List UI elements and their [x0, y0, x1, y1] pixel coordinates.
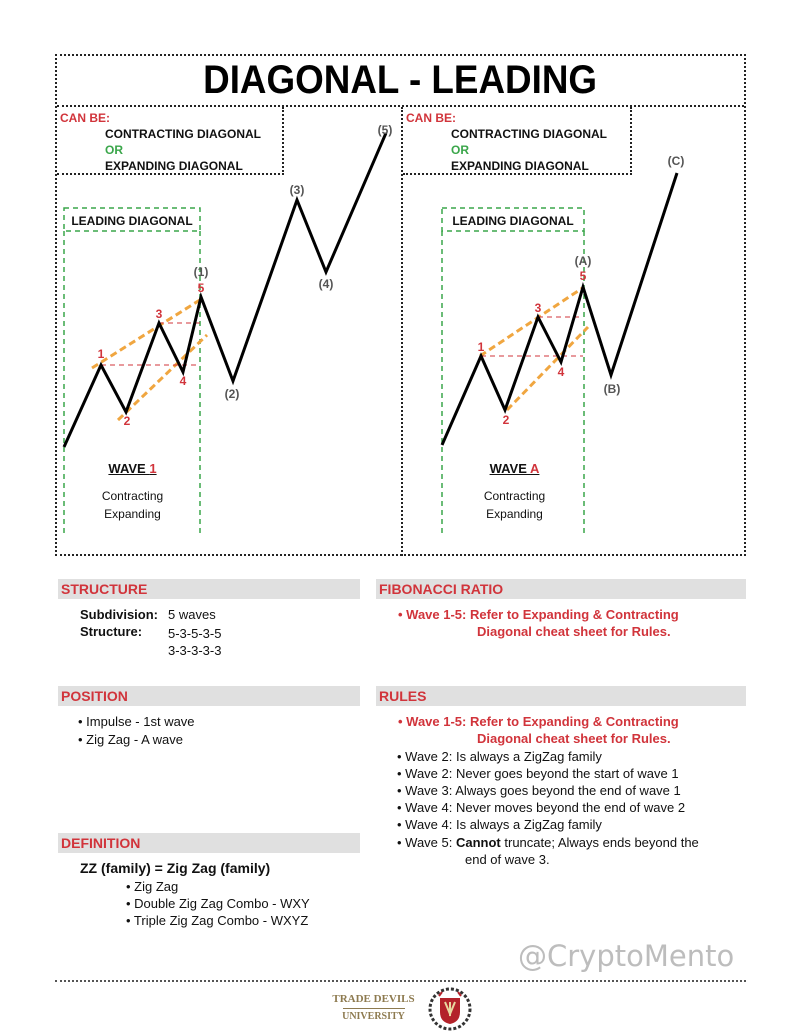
wave-label-outer-3: (3)	[289, 183, 305, 197]
watermark: @CryptoMento	[518, 939, 735, 973]
wave-label-outer-2: (2)	[224, 387, 240, 401]
logo-line-2: UNIVERSITY	[342, 1011, 405, 1022]
position-item-2: • Zig Zag - A wave	[78, 732, 183, 747]
wave-label-5: 5	[197, 281, 205, 295]
type-expanding: Expanding	[486, 507, 543, 521]
type-expanding: Expanding	[104, 507, 161, 521]
wave-label-outer-b: (B)	[603, 382, 621, 396]
can-be-label: CAN BE:	[406, 111, 456, 125]
wave-label-5: 5	[579, 269, 587, 283]
wave-label-outer-a: (A)	[574, 254, 592, 268]
wave-label-outer-4: (4)	[318, 277, 334, 291]
rule-item-2: • Wave 2: Never goes beyond the start of wave 1	[397, 766, 679, 781]
wave-label-1: 1	[477, 340, 485, 354]
wave-1-types	[80, 487, 185, 523]
definition-item-1: • Zig Zag	[126, 879, 179, 894]
logo-rule	[343, 1008, 405, 1009]
structure-label: Structure:	[80, 624, 143, 639]
definition-lead: ZZ (family) = Zig Zag (family)	[80, 860, 271, 876]
leading-diagonal-label-left: LEADING DIAGONAL	[71, 214, 193, 228]
rules-red-line-2: Diagonal cheat sheet for Rules.	[477, 731, 671, 746]
rule-item-3: • Wave 3: Always goes beyond the end of wave 1	[397, 783, 681, 798]
option-expanding: EXPANDING DIAGONAL	[451, 159, 589, 173]
wave-label-num: 1	[149, 461, 157, 476]
wave-label-3: 3	[534, 301, 542, 315]
type-contracting: Contracting	[483, 489, 546, 503]
definition-heading: DEFINITION	[58, 833, 360, 853]
position-item-1: • Impulse - 1st wave	[78, 714, 195, 729]
leading-diagonal-label-right: LEADING DIAGONAL	[452, 214, 574, 228]
wave-label-1: 1	[97, 347, 105, 361]
wave-label-4: 4	[557, 365, 565, 379]
definition-item-2: • Double Zig Zag Combo - WXY	[126, 896, 310, 911]
type-contracting: Contracting	[101, 489, 164, 503]
structure-value-2: 3-3-3-3-3	[168, 643, 222, 658]
rule-item-6	[397, 834, 699, 851]
fibonacci-line-2: Diagonal cheat sheet for Rules.	[477, 624, 671, 639]
rule-item-1: • Wave 2: Is always a ZigZag family	[397, 749, 602, 764]
fibonacci-line-1: • Wave 1-5: Refer to Expanding & Contracting	[398, 607, 679, 622]
wave-a-types	[462, 487, 567, 523]
rule-item-4: • Wave 4: Never moves beyond the end of wave 2	[397, 800, 686, 815]
definition-item-3: • Triple Zig Zag Combo - WXYZ	[126, 913, 309, 928]
structure-value-1: 5-3-5-3-5	[168, 626, 222, 641]
rule-rest: truncate; Always ends beyond the	[500, 835, 699, 850]
rule-prefix: • Wave 5:	[397, 835, 456, 850]
wave-label-2: 2	[502, 413, 510, 427]
position-heading: POSITION	[58, 686, 360, 706]
subdivision-label: Subdivision:	[80, 607, 158, 622]
wave-label-4: 4	[179, 374, 187, 388]
wave-label-text: WAVE	[489, 461, 531, 476]
rule-item-5: • Wave 4: Is always a ZigZag family	[397, 817, 602, 832]
wave-a-label	[462, 461, 567, 476]
wave-label-num: A	[530, 461, 540, 476]
wave-label-2: 2	[123, 414, 131, 428]
wave-label-3: 3	[155, 307, 163, 321]
page-title: DIAGONAL - LEADING	[203, 58, 598, 102]
option-or: OR	[105, 143, 123, 157]
wave-label-text: WAVE	[108, 461, 150, 476]
option-expanding: EXPANDING DIAGONAL	[105, 159, 243, 173]
structure-heading: STRUCTURE	[58, 579, 360, 599]
fibonacci-heading: FIBONACCI RATIO	[376, 579, 746, 599]
wave-label-outer-1: (1)	[193, 265, 209, 279]
can-be-label: CAN BE:	[60, 111, 110, 125]
wave-1-label	[80, 461, 185, 476]
rules-red-line-1: • Wave 1-5: Refer to Expanding & Contracting	[398, 714, 679, 729]
option-or: OR	[451, 143, 469, 157]
rules-heading: RULES	[376, 686, 746, 706]
subdivision-value: 5 waves	[168, 607, 216, 622]
logo-line-1: TRADE DEVILS	[332, 993, 415, 1005]
footer-divider	[55, 980, 746, 982]
rule-item-6-cont: end of wave 3.	[465, 852, 550, 867]
logo-crest-icon	[427, 986, 473, 1032]
channel-lines-left	[92, 298, 207, 420]
wave-label-outer-c: (C)	[667, 154, 685, 168]
option-contracting: CONTRACTING DIAGONAL	[451, 127, 607, 141]
wave-label-outer-5: (5)	[377, 123, 393, 137]
rule-emphasis: Cannot	[455, 835, 501, 850]
option-contracting: CONTRACTING DIAGONAL	[105, 127, 261, 141]
